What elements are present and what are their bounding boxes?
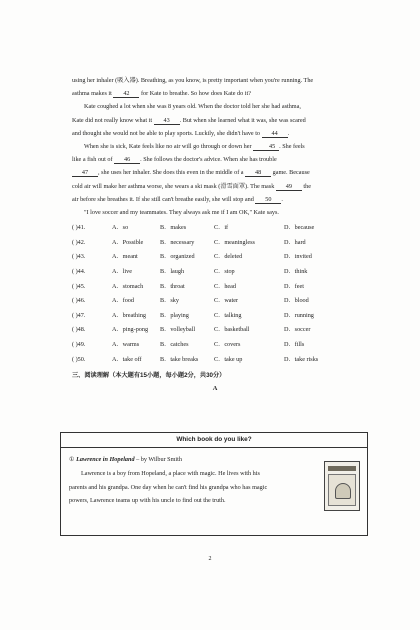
option-b: B．makes [160,224,187,232]
option-d: D．think [284,268,308,276]
blank-50: 50 [255,196,281,204]
question-number: ( )44. [72,268,86,276]
option-d: D．hard [284,238,306,246]
passage-line: cold air will make her asthma worse, she wears a ski mask (滑雪面罩). The mask 49 the [72,182,311,190]
section-heading: 三、阅读理解（本大题有15小题，每小题2分，共30分） [72,372,226,380]
blank-45: 45 [253,143,279,151]
option-d: D．fills [284,340,305,348]
passage-line: using her inhaler (吸入器). Breathing, as you know, is pretty important when you're running. The [72,77,314,84]
question-number: ( )42. [72,238,86,246]
option-c: C．water [214,297,239,305]
option-d: D．soccer [284,326,311,334]
option-row [72,294,358,309]
option-d: D．running [284,311,314,319]
passage-line: and thought she would not be able to play sports. Luckily, she didn't have to 44 . [72,129,290,137]
option-row [72,323,358,338]
question-number: ( )48. [72,326,86,334]
cloze-passage [72,74,358,396]
passage-label: A [212,385,218,393]
option-a: A．breathing [112,311,147,319]
blank-49: 49 [276,183,302,191]
blank-46: 46 [114,156,140,164]
blank-48: 48 [245,169,271,177]
option-c: C．head [214,282,236,290]
book-box [60,432,368,536]
option-a: A．take off [112,355,142,363]
option-a: A．stomach [112,282,144,290]
box-title: Which book do you like? [61,433,367,448]
option-c: C．take up [214,355,243,363]
option-row [72,221,358,236]
option-a: A．meant [112,253,138,261]
blank-42: 42 [113,90,139,98]
option-c: C．talking [214,311,242,319]
option-row [72,265,358,280]
book-author: – by Wilbur Smith [136,456,182,463]
option-b: B．throat [160,282,185,290]
option-a: A．live [112,268,132,276]
option-b: B．necessary [160,238,195,246]
description-line: parents and his grandpa. One day when he can't find his grandpa who has magic [69,483,268,491]
option-a: A．ping-pong [112,326,149,334]
option-b: B．organized [160,253,195,261]
passage-line: Kate coughed a lot when she was 8 years old. When the doctor told her she had asthma, [84,103,301,111]
option-b: B．sky [160,297,179,305]
option-c: C．covers [214,340,241,348]
option-row [72,309,358,324]
passage-line: asthma makes it 42 for Kate to breathe. So how does Kate do it? [72,90,251,98]
passage-line: air before she breathes it. If she still can't breathe easily, she will stop and 50 . [72,195,283,203]
blank-43: 43 [154,117,180,125]
question-number: ( )41. [72,224,86,232]
question-number: ( )50. [72,355,86,363]
option-c: C．stop [214,268,235,276]
blank-44: 44 [262,130,288,138]
question-number: ( )43. [72,253,86,261]
option-a: A．Possible [112,238,144,246]
option-row [72,353,358,368]
option-b: B．volleyball [160,326,196,334]
book-description [69,453,313,508]
option-c: C．basketball [214,326,250,334]
option-c: C．deleted [214,253,243,261]
description-line: powers, Lawrence teams up with his uncle to find out the truth. [69,497,226,505]
option-d: D．feet [284,282,304,290]
question-number: ( )47. [72,311,86,319]
page-number: 2 [208,556,212,562]
option-row [72,338,358,353]
book-heading [69,453,313,467]
description-line: Lawrence is a boy from Hopeland, a place with magic. He lives with his [81,469,260,477]
option-row [72,280,358,295]
passage-line: like a fish out of 46 . She follows the doctor's advice. When she has trouble [72,156,277,164]
option-d: D．because [284,224,315,232]
cover-illustration [328,474,356,506]
blank-47: 47 [72,169,98,177]
options-list [72,221,358,367]
option-a: A．food [112,297,134,305]
option-d: D．blood [284,297,309,305]
passage-line: Kate did not really know what it 43 . But when she learned what it was, she was scared [72,116,306,124]
option-row [72,250,358,265]
option-c: C．meaningless [214,238,255,246]
book-cover-image [324,461,360,511]
option-b: B．catches [160,340,189,348]
passage-line: 47 , she uses her inhaler. She does this even in the middle of a 48 game. Because [72,166,358,179]
cover-title-band [328,466,356,471]
option-d: D．invited [284,253,312,261]
question-number: ( )46. [72,297,86,305]
item-number: ① [69,456,75,463]
option-b: B．playing [160,311,189,319]
option-a: A．warms [112,340,140,348]
question-number: ( )49. [72,340,86,348]
option-d: D．take risks [284,355,319,363]
passage-line: When she is sick, Kate feels like no air will go through or down her 45 . She feels [84,143,305,151]
option-c: C．if [214,224,229,232]
option-a: A．so [112,224,129,232]
option-b: B．laugh [160,268,185,276]
question-number: ( )45. [72,282,86,290]
option-b: B．take breaks [160,355,199,363]
book-title: Lawrence in Hopeland [76,456,135,463]
quote-line: "I love soccer and my teammates. They always ask me if I am OK," Kate says. [84,209,279,217]
option-row [72,236,358,251]
